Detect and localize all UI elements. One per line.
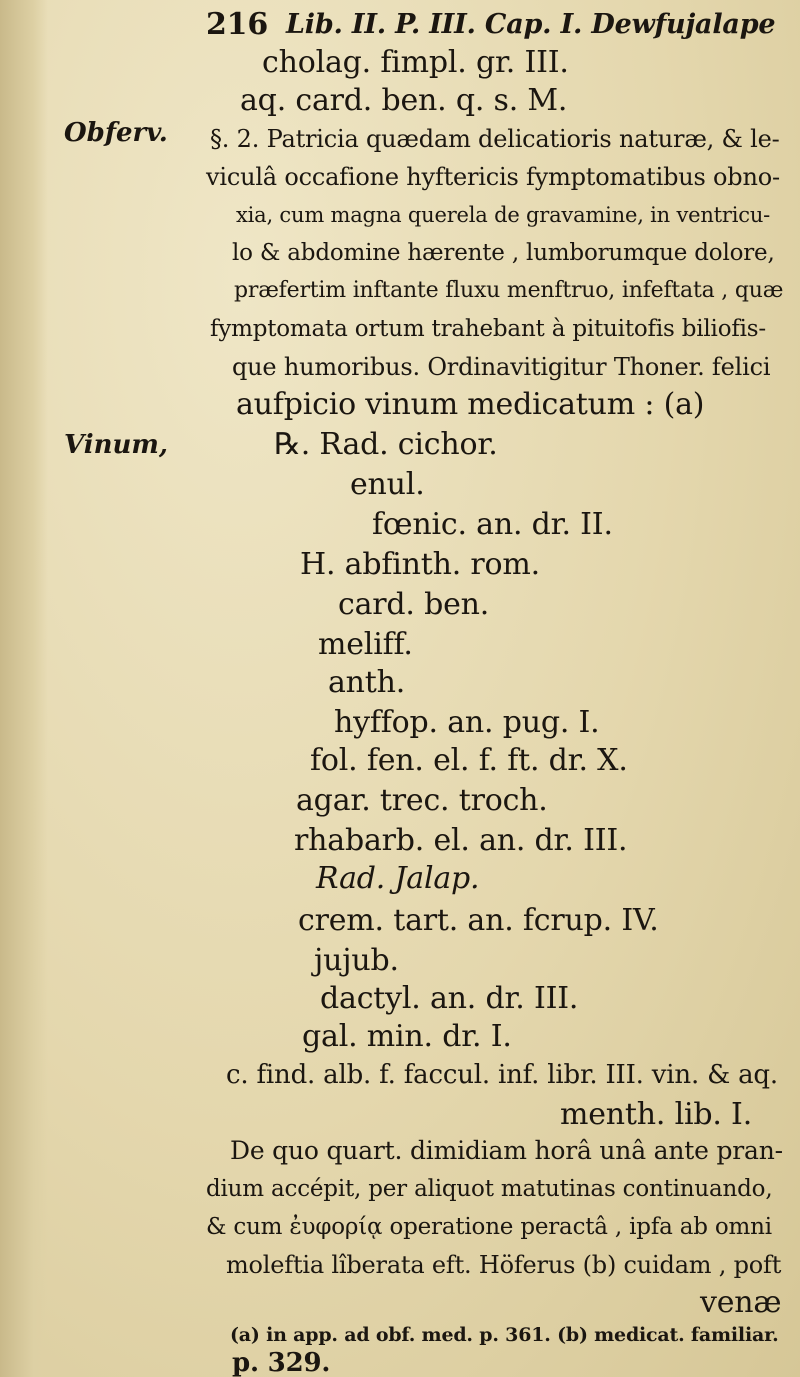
- footnote-line: (a) in app. ad obf. med. p. 361. (b) medicat. familiar.: [230, 1324, 779, 1346]
- text-line: menth. lib. I.: [560, 1097, 753, 1132]
- catchword: venæ: [700, 1285, 782, 1320]
- text-line: xia, cum magna querela de gravamine, in ventricu-: [236, 203, 771, 227]
- text-line: hyffop. an. pug. I.: [334, 705, 600, 740]
- text-line: aq. card. ben. q. s. M.: [240, 83, 568, 118]
- text-line: Rad. Jalap.: [316, 861, 480, 896]
- text-line: H. abfinth. rom.: [300, 547, 540, 582]
- text-line: enul.: [350, 467, 425, 502]
- text-line: cholag. fimpl. gr. III.: [262, 45, 569, 80]
- text-line: gal. min. dr. I.: [302, 1019, 512, 1054]
- text-line: fol. fen. el. f. ft. dr. X.: [310, 743, 628, 778]
- text-line: crem. tart. an. fcrup. IV.: [298, 903, 659, 938]
- text-line: que humoribus. Ordinavitigitur Thoner. felici: [232, 353, 771, 381]
- text-line: & cum ἐυφορίᾳ operatione peractâ , ipfa ab omni: [206, 1214, 772, 1240]
- margin-note-obferv: Obferv.: [64, 118, 168, 148]
- text-line: anth.: [328, 665, 406, 700]
- text-line: meliff.: [318, 627, 413, 662]
- text-line: moleftia lîberata eft. Höferus (b) cuidam , poft: [226, 1251, 782, 1279]
- text-line: dactyl. an. dr. III.: [320, 981, 579, 1016]
- text-line: aufpicio vinum medicatum : (a): [236, 387, 705, 422]
- page-gutter-shadow: [0, 0, 48, 1377]
- page-number: 216: [206, 7, 269, 42]
- text-line: ℞. Rad. cichor.: [274, 427, 498, 462]
- text-line: jujub.: [314, 943, 399, 978]
- text-line: §. 2. Patricia quædam delicatioris naturæ, & le-: [210, 125, 780, 153]
- footnote-line: p. 329.: [232, 1348, 331, 1377]
- text-line: lo & abdomine hærente , lumborumque dolore,: [232, 240, 775, 266]
- text-line: viculâ occafione hyftericis fymptomatibus obno-: [206, 163, 780, 191]
- text-line: præfertim inftante fluxu menftruo, infeftata , quæ: [234, 278, 784, 303]
- text-line: dium accépit, per aliquot matutinas continuando,: [206, 1176, 773, 1202]
- text-line: card. ben.: [338, 587, 490, 622]
- text-line: c. find. alb. f. faccul. inf. libr. III. vin. & aq.: [226, 1060, 778, 1090]
- text-line: fymptomata ortum trahebant à pituitofis biliofis-: [210, 316, 766, 342]
- text-line: fœnic. an. dr. II.: [372, 507, 613, 542]
- text-line: agar. trec. troch.: [296, 783, 548, 818]
- margin-note-vinum: Vinum,: [64, 430, 168, 460]
- running-title: Lib. II. P. III. Cap. I. Dewfujalape: [286, 9, 776, 40]
- text-line: rhabarb. el. an. dr. III.: [294, 823, 628, 858]
- text-line: De quo quart. dimidiam horâ unâ ante pran-: [230, 1136, 783, 1165]
